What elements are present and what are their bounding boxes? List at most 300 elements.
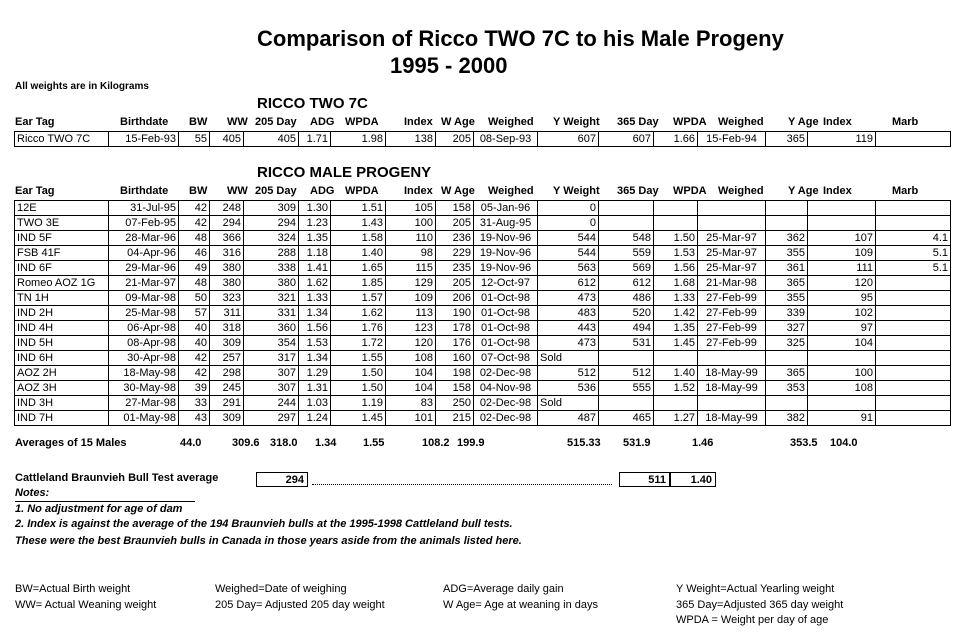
cell-index: 100 <box>386 216 436 231</box>
cell-y-age: 325 <box>766 336 808 351</box>
cell-wpda <box>654 351 698 366</box>
cell-365-day: 520 <box>599 306 654 321</box>
cell-index: 97 <box>808 321 876 336</box>
cell-wpda <box>654 216 698 231</box>
cell-marb <box>876 291 951 306</box>
cell-y-weight: 0 <box>538 201 599 216</box>
cell-weighed: 01-Oct-98 <box>474 291 538 306</box>
bull-test-wpda: 1.40 <box>670 472 716 487</box>
col-ww: WW <box>227 116 248 128</box>
progeny-row <box>15 306 951 321</box>
col-weighed: Weighed <box>488 185 534 197</box>
cell-marb <box>876 381 951 396</box>
cell-adg: 1.71 <box>299 132 331 147</box>
cell-marb <box>876 366 951 381</box>
cell-wpda: 1.65 <box>331 261 386 276</box>
col-index2: Index <box>823 185 852 197</box>
cell-365-day <box>599 216 654 231</box>
avg-wpda: 1.55 <box>363 437 385 449</box>
legend-ww: WW= Actual Weaning weight <box>15 599 157 611</box>
cell-weighed: 07-Oct-98 <box>474 351 538 366</box>
cell-adg: 1.30 <box>299 201 331 216</box>
cell-205-day: 307 <box>244 381 299 396</box>
cell-y-age: 355 <box>766 291 808 306</box>
cell-ear-tag: IND 2H <box>15 306 109 321</box>
note-1: 1. No adjustment for age of dam <box>15 503 183 515</box>
cell-weighed: 12-Oct-97 <box>474 276 538 291</box>
cell-ear-tag: AOZ 3H <box>15 381 109 396</box>
cell-w-age: 190 <box>436 306 474 321</box>
cell-index: 109 <box>386 291 436 306</box>
cell-index: 113 <box>386 306 436 321</box>
cell-wpda: 1.56 <box>654 261 698 276</box>
progeny-row <box>15 366 951 381</box>
cell-wpda: 1.98 <box>331 132 386 147</box>
cell-365-day: 531 <box>599 336 654 351</box>
cell-y-weight: 563 <box>538 261 599 276</box>
cell-birthdate: 01-May-98 <box>109 411 179 426</box>
cell-y-age <box>766 396 808 411</box>
cell-birthdate: 27-Mar-98 <box>109 396 179 411</box>
cell-ear-tag: IND 3H <box>15 396 109 411</box>
cell-y-age: 327 <box>766 321 808 336</box>
cell-index: 120 <box>808 276 876 291</box>
cell-weighed: 31-Aug-95 <box>474 216 538 231</box>
cell-205-day: 360 <box>244 321 299 336</box>
cell-wpda: 1.51 <box>331 201 386 216</box>
cell-365-day <box>599 201 654 216</box>
cell-365-day: 512 <box>599 366 654 381</box>
cell-ww: 380 <box>210 276 244 291</box>
progeny-row <box>15 291 951 306</box>
cell-marb: 5.1 <box>876 261 951 276</box>
cell-birthdate: 18-May-98 <box>109 366 179 381</box>
cell-birthdate: 30-May-98 <box>109 381 179 396</box>
cell-weighed <box>698 201 766 216</box>
progeny-row <box>15 231 951 246</box>
col-adg: ADG <box>310 185 335 197</box>
cell-y-weight: 473 <box>538 336 599 351</box>
progeny-row <box>15 216 951 231</box>
cell-bw: 48 <box>179 276 210 291</box>
cell-weighed <box>698 216 766 231</box>
cell-ear-tag: Ricco TWO 7C <box>15 132 109 147</box>
cell-weighed: 27-Feb-99 <box>698 291 766 306</box>
cell-wpda: 1.40 <box>654 366 698 381</box>
col-weighed2: Weighed <box>718 116 764 128</box>
cell-y-age <box>766 201 808 216</box>
cell-weighed: 27-Feb-99 <box>698 336 766 351</box>
cell-bw: 55 <box>179 132 210 147</box>
col-wage: W Age <box>441 116 475 128</box>
cell-index: 115 <box>386 261 436 276</box>
cell-365-day: 465 <box>599 411 654 426</box>
cell-ww: 309 <box>210 411 244 426</box>
cell-marb: 5.1 <box>876 246 951 261</box>
cell-ww: 257 <box>210 351 244 366</box>
cell-weighed: 18-May-99 <box>698 366 766 381</box>
cell-weighed: 01-Oct-98 <box>474 306 538 321</box>
cell-index: 91 <box>808 411 876 426</box>
cell-wpda: 1.40 <box>331 246 386 261</box>
legend-weighed: Weighed=Date of weighing <box>215 583 347 595</box>
cell-index: 100 <box>808 366 876 381</box>
cell-bw: 43 <box>179 411 210 426</box>
cell-wpda: 1.19 <box>331 396 386 411</box>
cell-index: 104 <box>386 366 436 381</box>
cell-ear-tag: TWO 3E <box>15 216 109 231</box>
cell-index: 108 <box>808 381 876 396</box>
avg-wage: 199.9 <box>457 437 485 449</box>
cell-birthdate: 29-Mar-96 <box>109 261 179 276</box>
cell-ww: 311 <box>210 306 244 321</box>
cell-wpda: 1.76 <box>331 321 386 336</box>
progeny-row <box>15 351 951 366</box>
cell-wpda: 1.68 <box>654 276 698 291</box>
cell-birthdate: 31-Jul-95 <box>109 201 179 216</box>
cell-y-weight: Sold <box>538 351 599 366</box>
cell-index: 138 <box>386 132 436 147</box>
cell-wpda: 1.58 <box>331 231 386 246</box>
cell-wpda: 1.33 <box>654 291 698 306</box>
cell-wpda: 1.52 <box>654 381 698 396</box>
avg-index2: 104.0 <box>830 437 858 449</box>
progeny-section-title: RICCO MALE PROGENY <box>257 164 432 181</box>
cell-weighed: 25-Mar-97 <box>698 261 766 276</box>
cell-205-day: 309 <box>244 201 299 216</box>
cell-wpda: 1.57 <box>331 291 386 306</box>
col-adg: ADG <box>310 116 335 128</box>
cell-205-day: 294 <box>244 216 299 231</box>
cell-marb <box>876 276 951 291</box>
cell-ear-tag: IND 6H <box>15 351 109 366</box>
note-3: These were the best Braunvieh bulls in Canada in those years aside from the animals listed here. <box>15 535 522 547</box>
avg-365day: 531.9 <box>623 437 651 449</box>
cell-adg: 1.34 <box>299 306 331 321</box>
cell-marb <box>876 321 951 336</box>
cell-y-weight: 483 <box>538 306 599 321</box>
cell-ww: 366 <box>210 231 244 246</box>
note-2: 2. Index is against the average of the 194 Braunvieh bulls at the 1995-1998 Cattleland bull tests. <box>15 518 513 530</box>
cell-weighed: 08-Sep-93 <box>474 132 538 147</box>
cell-y-age: 365 <box>766 366 808 381</box>
cell-weighed: 01-Oct-98 <box>474 321 538 336</box>
cell-wpda <box>654 396 698 411</box>
bull-test-label: Cattleland Braunvieh Bull Test average <box>15 472 219 484</box>
cell-index: 120 <box>386 336 436 351</box>
cell-205-day: 331 <box>244 306 299 321</box>
cell-birthdate: 25-Mar-98 <box>109 306 179 321</box>
col-205day: 205 Day <box>255 185 297 197</box>
cell-birthdate: 08-Apr-98 <box>109 336 179 351</box>
cell-index: 109 <box>808 246 876 261</box>
cell-birthdate: 28-Mar-96 <box>109 231 179 246</box>
cell-ear-tag: IND 4H <box>15 321 109 336</box>
cell-y-weight: 607 <box>538 132 599 147</box>
cell-365-day: 559 <box>599 246 654 261</box>
cell-y-age: 339 <box>766 306 808 321</box>
cell-y-weight: 612 <box>538 276 599 291</box>
cell-ww: 318 <box>210 321 244 336</box>
col-ear-tag: Ear Tag <box>15 116 55 128</box>
cell-wpda: 1.50 <box>654 231 698 246</box>
cell-365-day: 612 <box>599 276 654 291</box>
cell-w-age: 236 <box>436 231 474 246</box>
cell-205-day: 317 <box>244 351 299 366</box>
avg-index: 108.2 <box>422 437 450 449</box>
cell-y-weight: 536 <box>538 381 599 396</box>
cell-ear-tag: IND 6F <box>15 261 109 276</box>
col-ear-tag: Ear Tag <box>15 185 55 197</box>
cell-bw: 50 <box>179 291 210 306</box>
cell-ww: 380 <box>210 261 244 276</box>
cell-ww: 405 <box>210 132 244 147</box>
sire-table <box>14 131 951 147</box>
cell-weighed: 25-Mar-97 <box>698 231 766 246</box>
cell-bw: 49 <box>179 261 210 276</box>
cell-365-day <box>599 396 654 411</box>
cell-365-day: 569 <box>599 261 654 276</box>
cell-y-weight: 443 <box>538 321 599 336</box>
cell-marb <box>876 201 951 216</box>
cell-bw: 42 <box>179 351 210 366</box>
cell-adg: 1.53 <box>299 336 331 351</box>
sire-row <box>15 132 951 147</box>
cell-weighed: 19-Nov-96 <box>474 261 538 276</box>
cell-marb: 4.1 <box>876 231 951 246</box>
cell-205-day: 288 <box>244 246 299 261</box>
cell-y-age: 365 <box>766 276 808 291</box>
avg-bw: 44.0 <box>180 437 202 449</box>
avg-ww: 309.6 <box>232 437 260 449</box>
cell-index: 129 <box>386 276 436 291</box>
cell-w-age: 235 <box>436 261 474 276</box>
cell-ww: 291 <box>210 396 244 411</box>
cell-w-age: 198 <box>436 366 474 381</box>
cell-205-day: 354 <box>244 336 299 351</box>
cell-ww: 248 <box>210 201 244 216</box>
col-wpda2: WPDA <box>673 185 707 197</box>
cell-weighed: 02-Dec-98 <box>474 366 538 381</box>
cell-bw: 42 <box>179 216 210 231</box>
cell-y-weight: 544 <box>538 231 599 246</box>
cell-205-day: 324 <box>244 231 299 246</box>
cell-bw: 42 <box>179 366 210 381</box>
cell-index: 111 <box>808 261 876 276</box>
col-weighed2: Weighed <box>718 185 764 197</box>
cell-marb <box>876 336 951 351</box>
cell-ear-tag: AOZ 2H <box>15 366 109 381</box>
avg-adg: 1.34 <box>315 437 337 449</box>
progeny-row <box>15 411 951 426</box>
col-yweight: Y Weight <box>553 185 600 197</box>
cell-adg: 1.03 <box>299 396 331 411</box>
progeny-row <box>15 276 951 291</box>
progeny-table <box>14 200 951 426</box>
cell-index <box>808 351 876 366</box>
avg-wpda2: 1.46 <box>692 437 714 449</box>
cell-birthdate: 04-Apr-96 <box>109 246 179 261</box>
cell-adg: 1.41 <box>299 261 331 276</box>
cell-weighed: 15-Feb-94 <box>698 132 766 147</box>
cell-wpda: 1.35 <box>654 321 698 336</box>
cell-wpda: 1.45 <box>331 411 386 426</box>
legend-365day: 365 Day=Adjusted 365 day weight <box>676 599 844 611</box>
col-wpda: WPDA <box>345 185 379 197</box>
cell-adg: 1.24 <box>299 411 331 426</box>
progeny-row <box>15 201 951 216</box>
col-ww: WW <box>227 185 248 197</box>
avg-yweight: 515.33 <box>567 437 601 449</box>
cell-index: 105 <box>386 201 436 216</box>
legend-wpda: WPDA = Weight per day of age <box>676 614 829 626</box>
bull-test-365day: 511 <box>619 472 670 487</box>
cell-wpda: 1.72 <box>331 336 386 351</box>
col-yweight: Y Weight <box>553 116 600 128</box>
notes-divider <box>15 501 195 502</box>
cell-adg: 1.18 <box>299 246 331 261</box>
cell-adg: 1.35 <box>299 231 331 246</box>
cell-bw: 39 <box>179 381 210 396</box>
cell-weighed: 05-Jan-96 <box>474 201 538 216</box>
cell-index: 123 <box>386 321 436 336</box>
cell-wpda: 1.50 <box>331 381 386 396</box>
cell-marb <box>876 306 951 321</box>
cell-ww: 316 <box>210 246 244 261</box>
cell-adg: 1.34 <box>299 351 331 366</box>
bull-test-205day: 294 <box>256 472 308 487</box>
cell-weighed <box>698 396 766 411</box>
cell-weighed: 04-Nov-98 <box>474 381 538 396</box>
cell-w-age: 229 <box>436 246 474 261</box>
cell-marb <box>876 411 951 426</box>
cell-ww: 298 <box>210 366 244 381</box>
cell-y-age <box>766 351 808 366</box>
avg-yage: 353.5 <box>790 437 818 449</box>
cell-365-day: 486 <box>599 291 654 306</box>
legend-yweight: Y Weight=Actual Yearling weight <box>676 583 835 595</box>
avg-205day: 318.0 <box>270 437 298 449</box>
dotted-leader <box>312 484 612 485</box>
cell-ear-tag: TN 1H <box>15 291 109 306</box>
col-marb: Marb <box>892 185 919 197</box>
cell-bw: 48 <box>179 231 210 246</box>
cell-y-age: 361 <box>766 261 808 276</box>
col-205day: 205 Day <box>255 116 297 128</box>
cell-wpda: 1.45 <box>654 336 698 351</box>
legend-205day: 205 Day= Adjusted 205 day weight <box>215 599 385 611</box>
cell-wpda: 1.43 <box>331 216 386 231</box>
cell-ear-tag: 12E <box>15 201 109 216</box>
col-index: Index <box>404 116 433 128</box>
legend-wage: W Age= Age at weaning in days <box>443 599 599 611</box>
col-marb: Marb <box>892 116 919 128</box>
cell-bw: 40 <box>179 321 210 336</box>
cell-wpda: 1.66 <box>654 132 698 147</box>
col-wpda: WPDA <box>345 116 379 128</box>
cell-y-weight: 487 <box>538 411 599 426</box>
cell-index: 98 <box>386 246 436 261</box>
cell-365-day: 494 <box>599 321 654 336</box>
cell-index: 119 <box>808 132 876 147</box>
cell-ear-tag: IND 7H <box>15 411 109 426</box>
cell-ww: 245 <box>210 381 244 396</box>
col-365day: 365 Day <box>617 185 659 197</box>
cell-w-age: 158 <box>436 201 474 216</box>
cell-index <box>808 396 876 411</box>
cell-205-day: 405 <box>244 132 299 147</box>
cell-birthdate: 15-Feb-93 <box>109 132 179 147</box>
col-yage: Y Age <box>788 116 819 128</box>
cell-adg: 1.23 <box>299 216 331 231</box>
cell-205-day: 380 <box>244 276 299 291</box>
cell-205-day: 321 <box>244 291 299 306</box>
page-title: Comparison of Ricco TWO 7C to his Male Progeny <box>257 26 784 51</box>
cell-adg: 1.56 <box>299 321 331 336</box>
progeny-row <box>15 336 951 351</box>
cell-y-age: 362 <box>766 231 808 246</box>
cell-y-weight: 473 <box>538 291 599 306</box>
cell-index <box>808 201 876 216</box>
cell-365-day: 555 <box>599 381 654 396</box>
progeny-row <box>15 396 951 411</box>
cell-wpda <box>654 201 698 216</box>
cell-w-age: 178 <box>436 321 474 336</box>
cell-marb <box>876 396 951 411</box>
cell-y-age: 353 <box>766 381 808 396</box>
cell-205-day: 297 <box>244 411 299 426</box>
cell-weighed: 27-Feb-99 <box>698 306 766 321</box>
notes-heading: Notes: <box>15 487 50 499</box>
cell-index: 108 <box>386 351 436 366</box>
col-wage: W Age <box>441 185 475 197</box>
cell-birthdate: 21-Mar-97 <box>109 276 179 291</box>
cell-y-age: 365 <box>766 132 808 147</box>
cell-w-age: 205 <box>436 276 474 291</box>
page-subtitle: 1995 - 2000 <box>390 53 508 78</box>
cell-weighed: 21-Mar-98 <box>698 276 766 291</box>
col-birthdate: Birthdate <box>120 185 169 197</box>
cell-y-weight: 512 <box>538 366 599 381</box>
cell-weighed: 02-Dec-98 <box>474 411 538 426</box>
cell-index: 102 <box>808 306 876 321</box>
cell-205-day: 338 <box>244 261 299 276</box>
cell-ww: 309 <box>210 336 244 351</box>
cell-w-age: 205 <box>436 216 474 231</box>
col-bw: BW <box>189 116 208 128</box>
cell-bw: 42 <box>179 201 210 216</box>
cell-y-weight: 544 <box>538 246 599 261</box>
cell-adg: 1.31 <box>299 381 331 396</box>
cell-index: 104 <box>808 336 876 351</box>
cell-weighed <box>698 351 766 366</box>
col-weighed: Weighed <box>488 116 534 128</box>
cell-y-age <box>766 216 808 231</box>
cell-ear-tag: IND 5F <box>15 231 109 246</box>
cell-bw: 40 <box>179 336 210 351</box>
cell-birthdate: 09-Mar-98 <box>109 291 179 306</box>
cell-weighed: 18-May-99 <box>698 411 766 426</box>
cell-weighed: 19-Nov-96 <box>474 246 538 261</box>
cell-weighed: 02-Dec-98 <box>474 396 538 411</box>
legend-bw: BW=Actual Birth weight <box>15 583 131 595</box>
cell-weighed: 25-Mar-97 <box>698 246 766 261</box>
cell-205-day: 307 <box>244 366 299 381</box>
cell-adg: 1.62 <box>299 276 331 291</box>
cell-ear-tag: FSB 41F <box>15 246 109 261</box>
cell-index: 104 <box>386 381 436 396</box>
col-wpda2: WPDA <box>673 116 707 128</box>
